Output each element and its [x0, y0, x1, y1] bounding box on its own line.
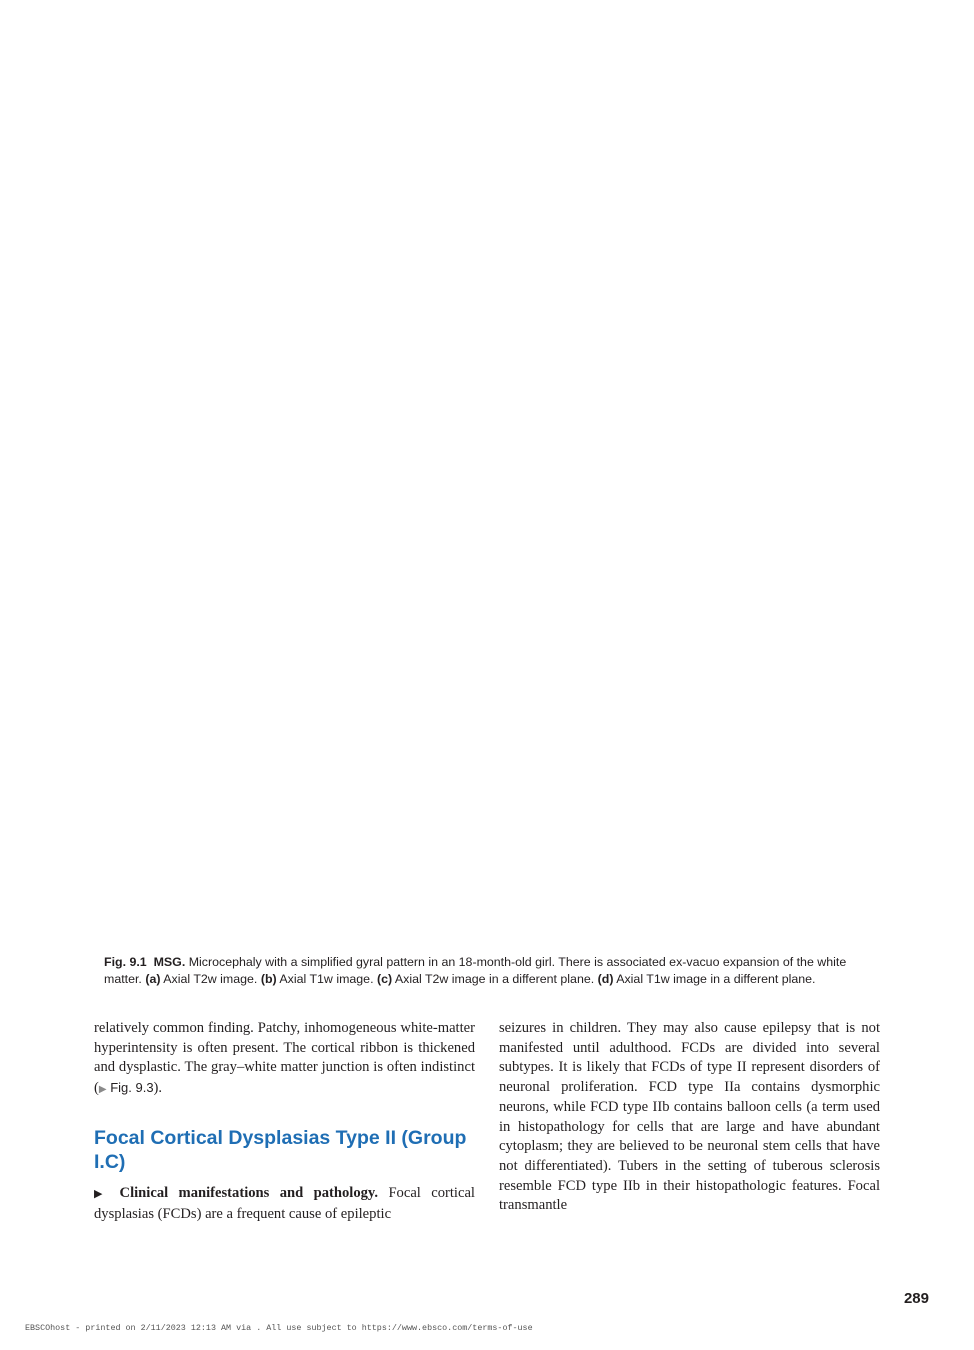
left-paragraph-1	[94, 1019, 475, 1100]
caption-panel-d: (d)	[597, 972, 614, 986]
left-paragraph-1-end: ).	[153, 1080, 163, 1097]
figure-ref-link[interactable]: Fig. 9.3	[106, 1080, 154, 1096]
caption-panel-a: (a)	[145, 972, 161, 986]
left-column	[94, 1019, 475, 1224]
section-heading: Focal Cortical Dysplasias Type II (Group I.C)	[94, 1126, 467, 1173]
page-number: 289	[903, 1290, 929, 1307]
caption-panel-b-text: Axial T1w image.	[276, 972, 377, 986]
left-paragraph-2-text: Focal cortical dysplasias (FCDs) are a frequent cause of epileptic	[94, 1184, 475, 1222]
caption-panel-d-text: Axial T1w image in a different plane.	[613, 972, 816, 986]
right-column	[499, 1019, 880, 1216]
right-paragraph: seizures in children. They may also cause epilepsy that is not manifested until adulthood. FCDs are divided into several subtypes. It is likely that FCDs of type II represent disorders of neuronal proliferation. FCD type IIa contains dysmorphic neurons, while FCD type IIb contains balloon cells (a term used in histopathology for cells that are large and have abundant cytoplasm; they are believed to be neuronal stem cells that have not differentiated). Tubers in the setting of tuberous sclerosis resemble FCD type IIb in their histopathologic features. Focal transmantle	[499, 1020, 880, 1214]
caption-abbrev: MSG.	[153, 955, 186, 969]
caption-panel-b: (b)	[260, 972, 277, 986]
caption-panel-c: (c)	[376, 972, 393, 986]
caption-panel-a-text: Axial T2w image.	[160, 972, 261, 986]
print-footer: EBSCOhost - printed on 2/11/2023 12:13 AM via . All use subject to https://www.ebsco.com/terms-of-use	[25, 1323, 533, 1333]
figure-ref-arrow-icon: ▶	[98, 1084, 107, 1096]
left-paragraph-2	[94, 1184, 475, 1224]
caption-panel-c-text: Axial T2w image in a different plane.	[392, 972, 598, 986]
left-paragraph-1-text: relatively common finding. Patchy, inhomogeneous white-matter hyperintensity is often present. The cortical ribbon is thickened and dysplastic. The gray–white matter junction is often indistinct (	[94, 1020, 475, 1097]
section-arrow-icon: ▶	[94, 1187, 110, 1200]
figure-image-area	[94, 40, 880, 940]
caption-label: Fig. 9.1	[104, 955, 147, 969]
paragraph-lead: Clinical manifestations and pathology.	[109, 1184, 379, 1201]
caption-text: Microcephaly with a simplified gyral pattern in an 18-month-old girl. There is associated ex-vacuo expansion of the white matter.	[104, 955, 847, 986]
figure-caption	[104, 954, 880, 988]
